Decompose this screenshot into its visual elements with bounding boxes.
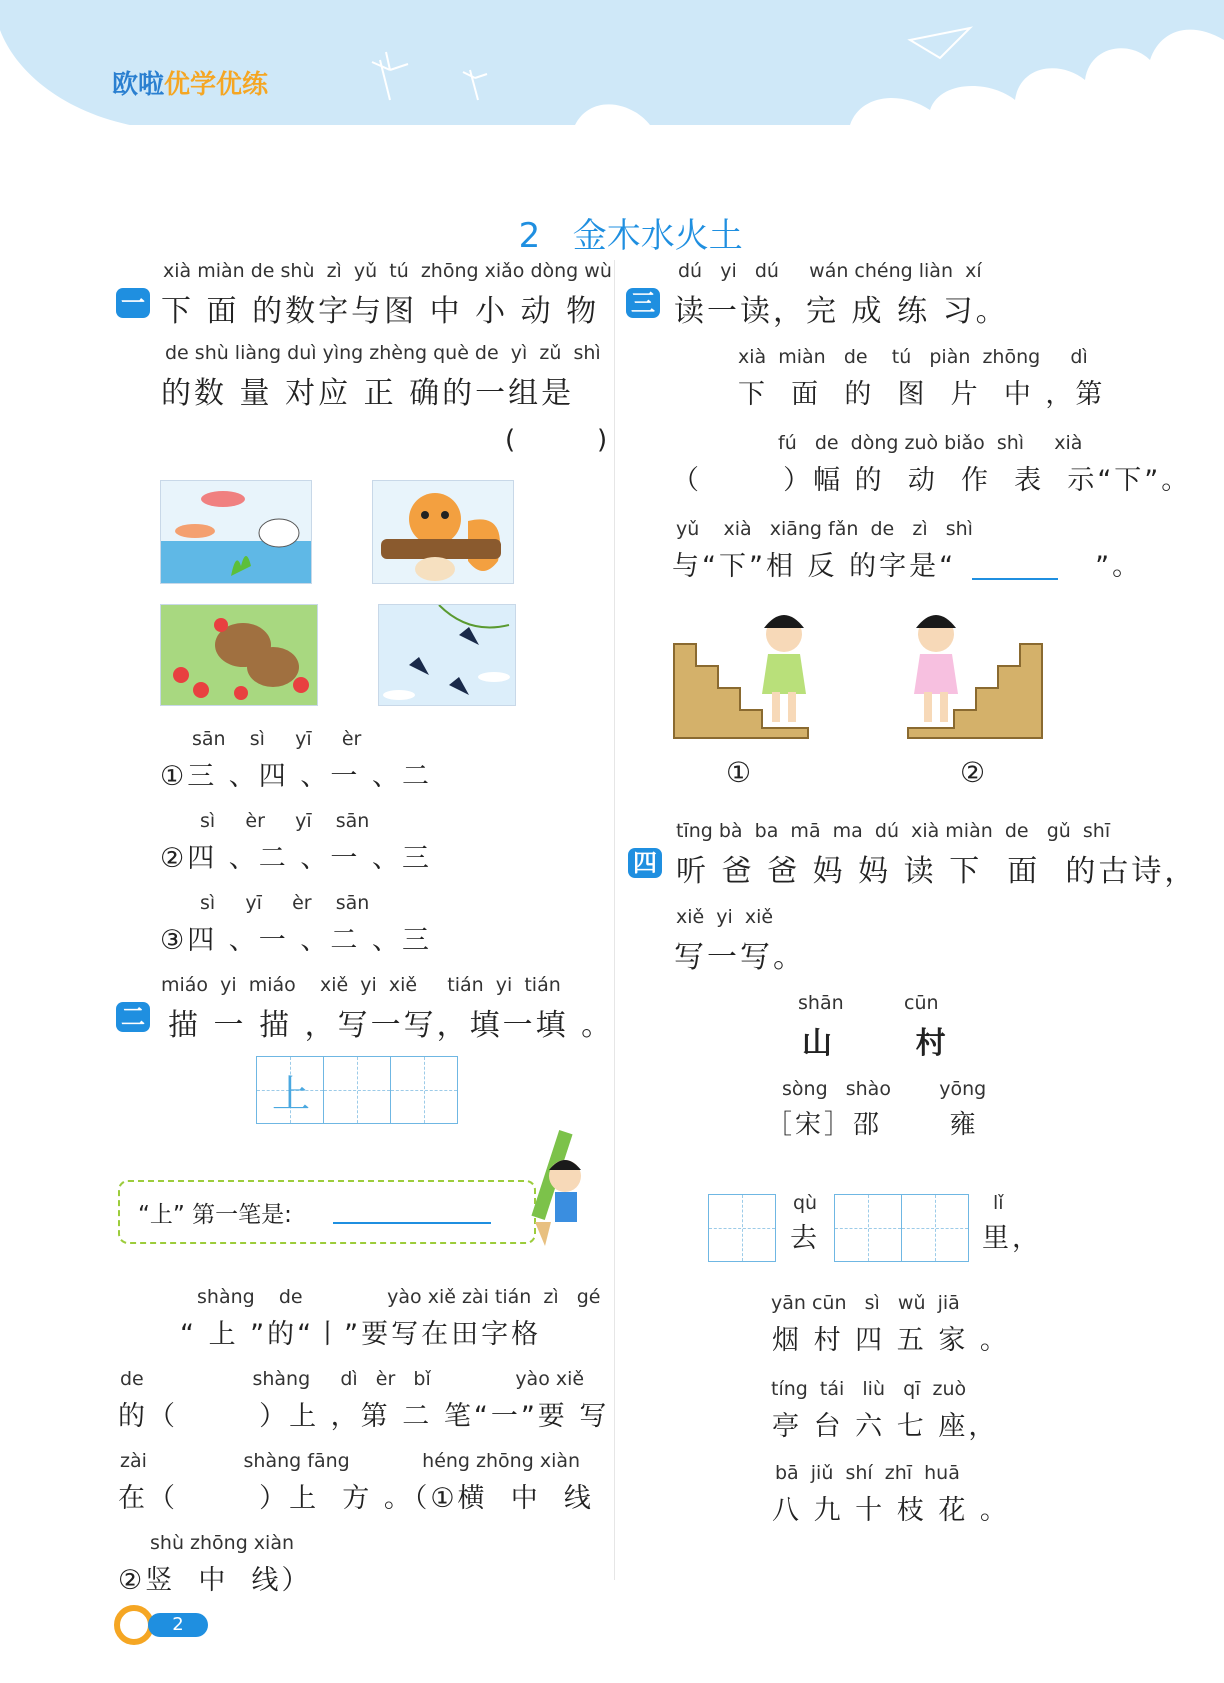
poem-line3: 亭 台 六 七 座， xyxy=(772,1411,999,1442)
figure2-label[interactable]: ② xyxy=(960,756,986,789)
hedgehog-image xyxy=(160,604,318,706)
poem-line1-char-2: 里， xyxy=(982,1223,1042,1254)
tianzige-cell-2[interactable] xyxy=(323,1056,391,1124)
q4-text: 听 爸 爸 妈 妈 读 下 面 的古诗， xyxy=(676,854,1198,889)
q3-line3-pinyin: yǔ xià xiāng fǎn de zì shì xyxy=(676,518,973,540)
stairs-down-figure xyxy=(672,606,810,740)
q2-badge: 二 xyxy=(116,1002,150,1032)
q1-option2[interactable]: ②四 、二 、一 、三 xyxy=(160,843,432,874)
lesson-title-text: 金木水火土 xyxy=(572,216,743,256)
pencil-kid-illustration xyxy=(515,1130,595,1250)
q3-line1-pinyin: xià miàn de tú piàn zhōng dì xyxy=(738,346,1088,368)
lesson-number: 2 xyxy=(518,216,541,256)
tianzige-cell-3[interactable] xyxy=(390,1056,458,1124)
q3-line3: 与“下”相 反 的字是“ ”。 xyxy=(672,551,1143,582)
q1-badge: 一 xyxy=(116,288,150,318)
first-stroke-label: “上” 第一笔是: xyxy=(138,1202,292,1228)
q1-pinyin-2: de shù liàng duì yìng zhèng què de yì zǔ shì xyxy=(165,342,601,364)
q2-para4[interactable]: ②竖 中 线） xyxy=(118,1565,312,1596)
q2-para4-pinyin: shù zhōng xiàn xyxy=(150,1532,295,1554)
q1-option1[interactable]: ①三 、四 、一 、二 xyxy=(160,761,432,792)
q1-option2-pinyin: sì èr yī sān xyxy=(200,810,370,832)
q4-pinyin: tīng bà ba mā ma dú xià miàn de gǔ shī xyxy=(676,820,1111,842)
q2-text: 描 一 描 ，写一写，填一填 。 xyxy=(168,1008,615,1043)
poem-line4-pinyin: bā jiǔ shí zhī huā xyxy=(775,1462,960,1484)
q1-text-2: 的数 量 对应 正 确的一组是 xyxy=(161,376,575,411)
page-number-badge xyxy=(114,1605,210,1645)
q1-option1-pinyin: sān sì yī èr xyxy=(192,728,362,750)
q2-para3-pinyin: zài shàng fāng héng zhōng xiàn xyxy=(120,1450,581,1472)
column-divider xyxy=(614,260,615,1580)
q3-opposite-blank[interactable] xyxy=(972,578,1058,580)
squirrel-image xyxy=(372,480,514,584)
q3-line2-pinyin: fú de dòng zuò biǎo shì xià xyxy=(778,432,1083,454)
poem-line1-pinyin-2: lǐ xyxy=(993,1192,1004,1214)
q1-answer-paren[interactable]: ( ) xyxy=(505,425,611,455)
q3-pinyin: dú yi dú wán chéng liàn xí xyxy=(678,260,982,282)
stairs-up-figure xyxy=(906,606,1044,740)
q4-text-2: 写一写。 xyxy=(674,940,806,975)
q2-para1: “ 上 ”的“丨”要写在田字格 xyxy=(180,1319,542,1350)
poem-line4: 八 九 十 枝 花 。 xyxy=(772,1495,1010,1526)
first-stroke-blank[interactable] xyxy=(333,1222,491,1224)
fish-image xyxy=(160,480,312,584)
poem-line1-char-1: 去 xyxy=(790,1223,820,1254)
poem-line1-pinyin-1: qù xyxy=(793,1192,818,1214)
poem-author: ［宋］邵 雍 xyxy=(766,1110,979,1140)
poem-cell-2[interactable] xyxy=(834,1194,902,1262)
q3-badge: 三 xyxy=(626,288,660,318)
q2-para1-pinyin: shàng de yào xiě zài tián zì gé xyxy=(197,1286,601,1308)
swallows-image xyxy=(378,604,516,706)
q1-option3[interactable]: ③四 、一 、二 、三 xyxy=(160,925,432,956)
q3-line1: 下 面 的 图 片 中 ，第 xyxy=(738,379,1106,410)
page-number: 2 xyxy=(148,1613,208,1637)
q1-pinyin-1: xià miàn de shù zì yǔ tú zhōng xiǎo dòng wù xyxy=(163,260,612,282)
poem-cell-3[interactable] xyxy=(901,1194,969,1262)
q2-para2[interactable]: 的（ ）上 ，第 二 笔“一”要 写 xyxy=(118,1401,610,1432)
poem-title: 山 村 xyxy=(802,1026,949,1061)
poem-cell-1[interactable] xyxy=(708,1194,776,1262)
q1-option3-pinyin: sì yī èr sān xyxy=(200,892,370,914)
poem-author-pinyin: sòng shào yōng xyxy=(782,1078,987,1100)
q3-line2[interactable]: （ ）幅 的 动 作 表 示“下”。 xyxy=(672,465,1192,496)
poem-line2: 烟 村 四 五 家 。 xyxy=(772,1325,1010,1356)
q2-para2-pinyin: de shàng dì èr bǐ yào xiě xyxy=(120,1368,585,1390)
q2-pinyin: miáo yi miáo xiě yi xiě tián yi tián xyxy=(161,974,561,996)
q3-text: 读一读，完 成 练 习。 xyxy=(674,294,1009,329)
poem-line2-pinyin: yān cūn sì wǔ jiā xyxy=(771,1292,960,1314)
q4-badge: 四 xyxy=(628,848,662,878)
q1-text-1: 下 面 的数字与图 中 小 动 物 xyxy=(161,294,600,329)
brand-logo: 欧啦优学优练 xyxy=(112,70,269,100)
q2-para3[interactable]: 在（ ）上 方 。（①横 中 线 xyxy=(118,1483,594,1514)
lesson-title xyxy=(497,168,743,257)
poem-line3-pinyin: tíng tái liù qī zuò xyxy=(771,1378,967,1400)
poem-title-pinyin: shān cūn xyxy=(798,992,939,1014)
figure1-label[interactable]: ① xyxy=(726,756,752,789)
q4-pinyin-2: xiě yi xiě xyxy=(676,906,774,928)
tianzige-cell-1[interactable]: 上 xyxy=(256,1056,324,1124)
